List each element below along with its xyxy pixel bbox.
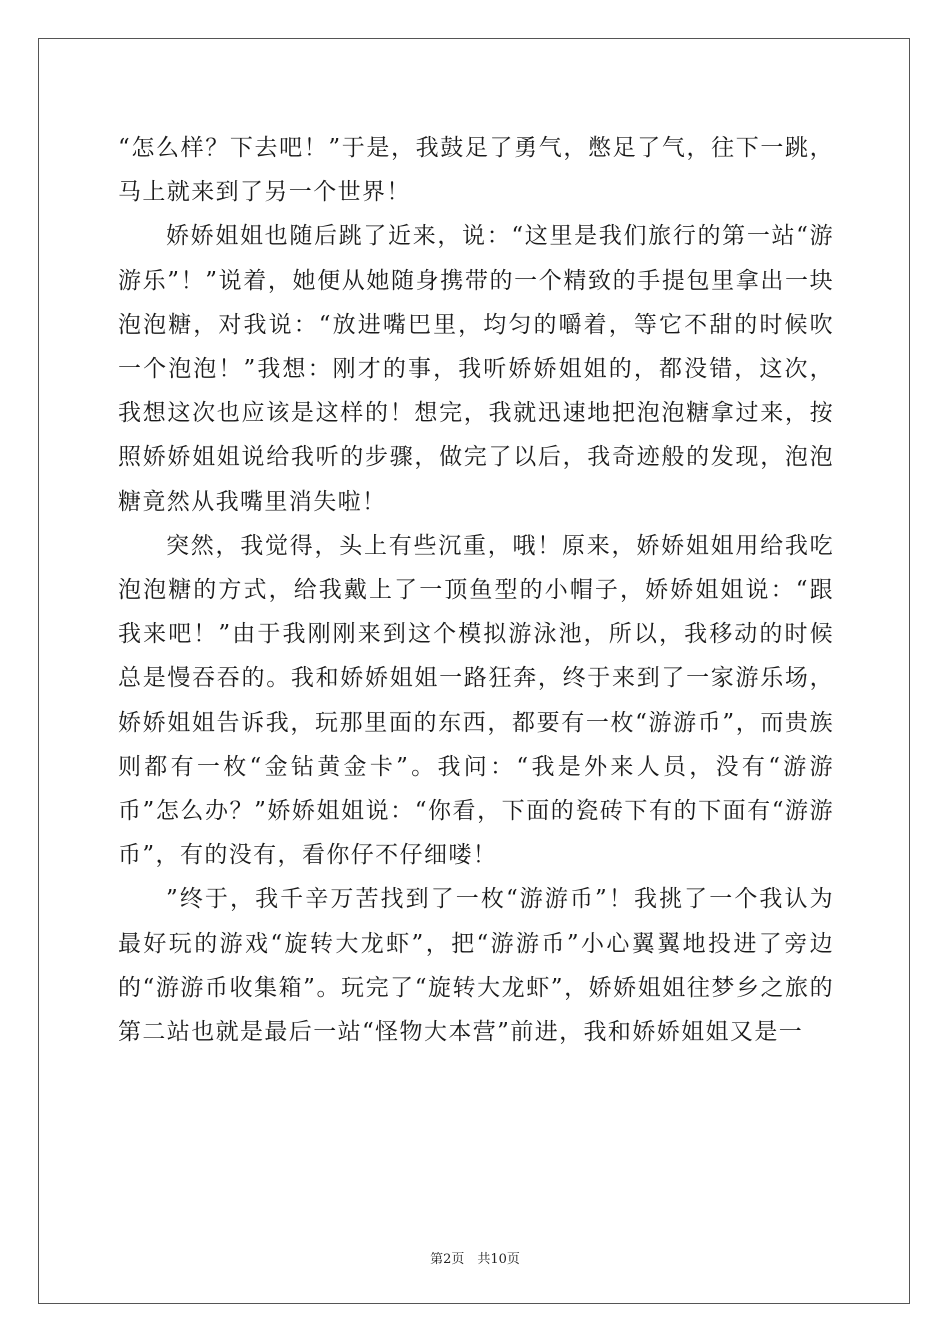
paragraph-2: 娇娇姐姐也随后跳了近来，说：“这里是我们旅行的第一站“游游乐”！”说着，她便从她随身携带的一个精致的手提包里拿出一块泡泡糖，对我说：“放进嘴巴里，均匀的嚼着，等它不甜的时候吹一个泡泡！”我想：刚才的事，我听娇娇姐姐的，都没错，这次，我想这次也应该是这样的！想完，我就迅速地把泡泡糖拿过来，按照娇娇姐姐说给我听的步骤，做完了以后，我奇迹般的发现，泡泡糖竟然从我嘴里消失啦！ — [118, 223, 834, 515]
paragraph-1: “怎么样？下去吧！”于是，我鼓足了勇气，憋足了气，往下一跳，马上就来到了另一个世界！ — [118, 135, 834, 206]
paragraph-4: ”终于，我千辛万苦找到了一枚“游游币”！我挑了一个我认为最好玩的游戏“旋转大龙虾”，把“游游币”小心翼翼地投进了旁边的“游游币收集箱”。玩完了“旋转大龙虾”，娇娇姐姐往梦乡之旅的第二站也就是最后一站“怪物大本营”前进，我和娇娇姐姐又是一 — [118, 886, 834, 1046]
page-number-footer: 第2页 共10页 — [430, 1252, 520, 1267]
document-body — [118, 126, 834, 1054]
paragraph-3: 突然，我觉得，头上有些沉重，哦！原来，娇娇姐姐用给我吃泡泡糖的方式，给我戴上了一顶鱼型的小帽子，娇娇姐姐说：“跟我来吧！”由于我刚刚来到这个模拟游泳池，所以，我移动的时候总是慢吞吞的。我和娇娇姐姐一路狂奔，终于来到了一家游乐场，娇娇姐姐告诉我，玩那里面的东西，都要有一枚“游游币”，而贵族则都有一枚“金钻黄金卡”。我问：“我是外来人员，没有“游游币”怎么办？”娇娇姐姐说：“你看，下面的瓷砖下有的下面有“游游币”，有的没有，看你仔不仔细喽！ — [118, 532, 834, 869]
